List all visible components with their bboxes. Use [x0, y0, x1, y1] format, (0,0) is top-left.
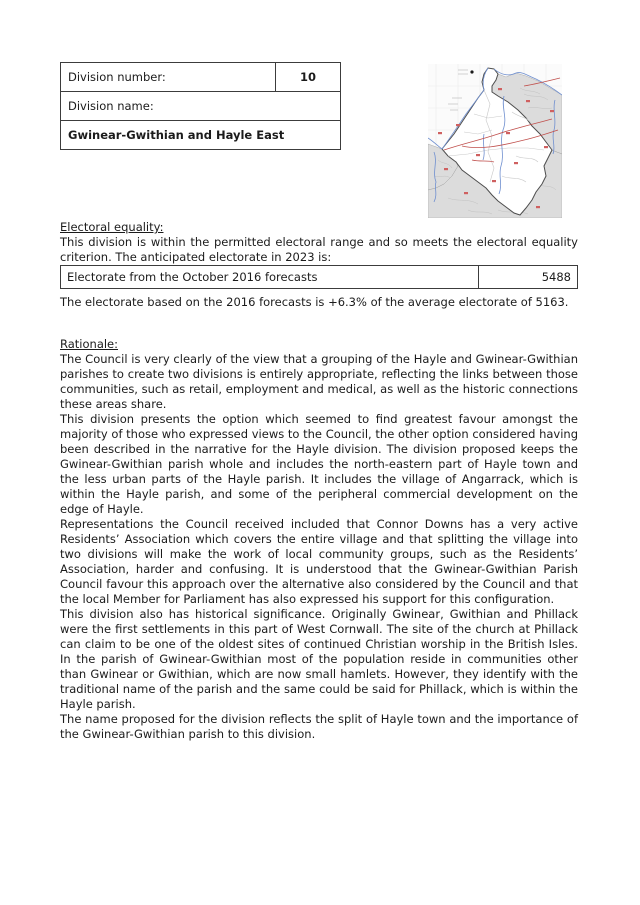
rationale-paragraph: The Council is very clearly of the view that a grouping of the Hayle and Gwinear-Gwithian parishes to create two divisions is entirely appropriate, reflecting the links between those communities, such as retail, employment and medical, as well as the historic connections these areas share.	[60, 352, 578, 411]
table-row	[61, 92, 341, 121]
electoral-equality-intro: This division is within the permitted electoral range and so meets the electoral equality criterion. The anticipated electorate in 2023 is:	[60, 235, 578, 264]
division-name-value: Gwinear-Gwithian and Hayle East	[61, 121, 341, 150]
rationale-heading: Rationale:	[60, 337, 119, 351]
rationale-paragraph: This division also has historical significance. Originally Gwinear, Gwithian and Phillack were the first settlements in this part of West Cornwall. The site of the church at Phillack can claim to be one of the oldest sites of continued Christian worship in the British Isles. In the parish of Gwinear-Gwithian most of the population reside in communities other than Gwinear or Gwithian, which are now small hamlets. However, they identify with the traditional name of the parish and the same could be said for Phillack, which is within the Hayle parish.	[60, 607, 578, 711]
division-map-image	[428, 64, 562, 218]
division-number-value: 10	[276, 63, 341, 92]
rationale-paragraph: Representations the Council received included that Connor Downs has a very active Residents’ Association which covers the entire village and that splitting the village into two divisions will make the work of local community groups, such as the Residents’ Association, harder and confusing. It is understood that the Gwinear-Gwithian Parish Council favour this approach over the alternative also considered by the Council and that the local Member for Parliament has also expressed his support for this configuration.	[60, 517, 578, 606]
electorate-value: 5488	[479, 266, 578, 289]
rationale-paragraph: The name proposed for the division reflects the split of Hayle town and the importance of the Gwinear-Gwithian parish to this division.	[60, 712, 578, 741]
table-row	[61, 266, 578, 289]
division-number-label: Division number:	[61, 63, 276, 92]
electoral-equality-heading: Electoral equality:	[60, 220, 164, 234]
electorate-note: The electorate based on the 2016 forecasts is +6.3% of the average electorate of 5163.	[60, 295, 569, 309]
division-name-label: Division name:	[61, 92, 341, 121]
document-body	[60, 220, 578, 742]
rationale-paragraph: This division presents the option which seemed to find greatest favour amongst the majority of those who expressed views to the Council, the other option considered having been described in the narrative for the Hayle division. The division proposed keeps the Gwinear-Gwithian parish whole and includes the north-eastern part of Hayle town and the less urban parts of the Hayle parish. It includes the village of Angarrack, which is within the Hayle parish, and some of the peripheral commercial development on the edge of Hayle.	[60, 412, 578, 516]
map-graphic	[428, 64, 562, 218]
table-row	[61, 121, 341, 150]
electorate-label: Electorate from the October 2016 forecasts	[61, 266, 479, 289]
electorate-table	[60, 265, 578, 289]
table-row	[61, 63, 341, 92]
division-info-table	[60, 62, 341, 150]
